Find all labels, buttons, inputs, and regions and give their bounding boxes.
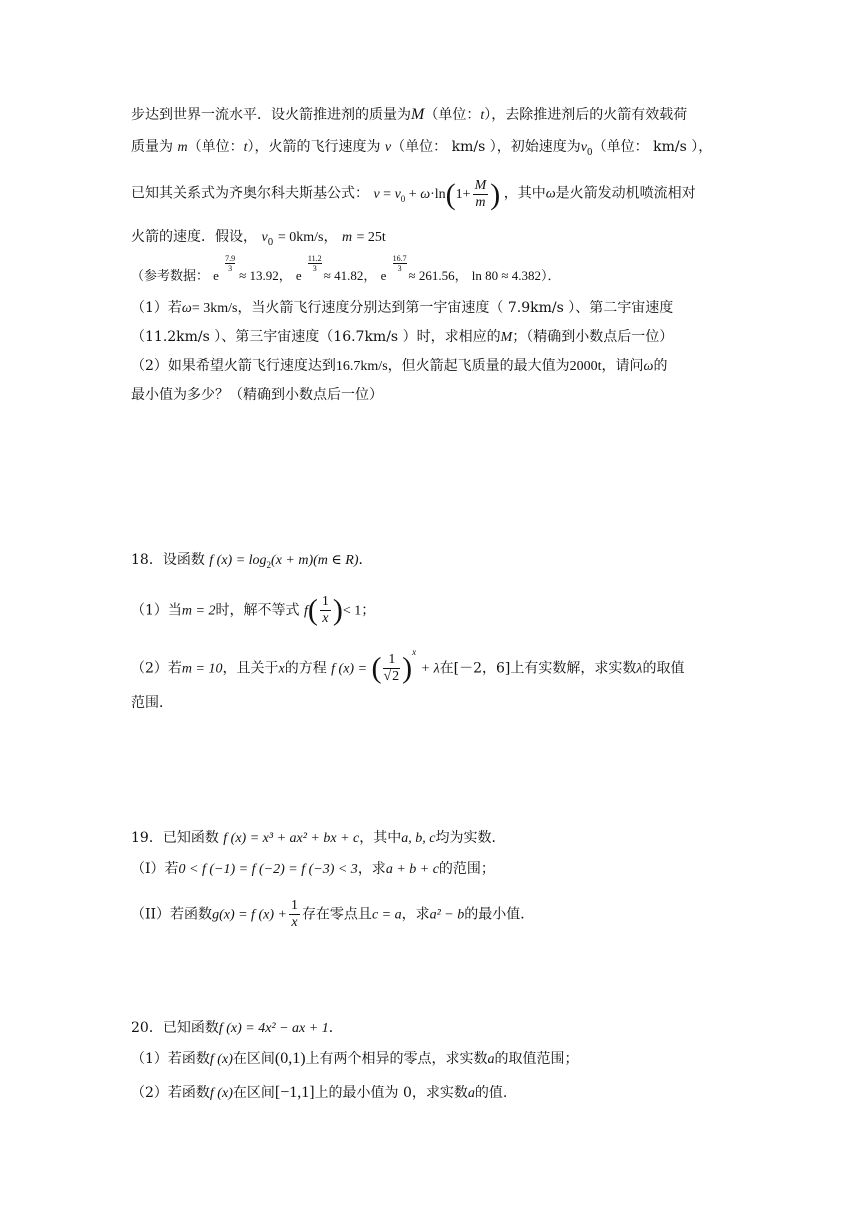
omega-value: = 3km/s — [191, 301, 238, 316]
p17-q1-line-1 — [131, 298, 673, 319]
interval: (0,1) — [274, 1050, 306, 1067]
var-v: v — [384, 140, 392, 155]
var-x: x — [278, 661, 285, 677]
text: 最小值为多少？（精确到小数点后一位） — [131, 387, 383, 403]
text: 上的最小值为 0，求实数 — [314, 1085, 468, 1101]
text: 在区间 — [232, 1051, 275, 1067]
inequality: < 1 — [342, 603, 362, 619]
ref-val-4: ln 80 ≈ 4.382 — [471, 268, 542, 283]
text: 的范围； — [438, 861, 495, 877]
text: 18．设函数 — [131, 552, 205, 568]
text: 已知其关系式为齐奥尔科夫斯基公式： — [131, 185, 369, 202]
text: （2）若 — [131, 660, 182, 677]
text: （11.2km/s ）、第三宇宙速度（16.7km/s ）时，求相应的 — [131, 329, 501, 345]
text: （单位： km/s ） — [592, 139, 699, 155]
text: 的最小值． — [464, 906, 535, 923]
omega: ω — [181, 301, 192, 316]
text: 在[－2，6]上有实数解，求实数 — [439, 660, 637, 677]
formula: f (x) = log — [209, 553, 267, 568]
condition: m = 2 — [181, 603, 216, 619]
text: 上有两个相异的零点，求实数 — [305, 1051, 488, 1067]
var-a: a — [487, 1052, 495, 1067]
ref-exp-1: e 7.9 3 — [213, 254, 236, 283]
unit-t: t — [480, 108, 485, 123]
text: 火箭的速度．假设， — [131, 229, 257, 245]
text: ，初始速度为 — [496, 139, 581, 155]
p17-q1-line-2 — [131, 327, 673, 348]
p19-heading — [131, 828, 505, 849]
text: 范围． — [131, 695, 173, 711]
formula: f (x) = 4x² − ax + 1 — [218, 1021, 329, 1036]
text: ，去除推进剂后的火箭有效载荷 — [491, 107, 688, 123]
text: ，火箭的飞行速度为 — [254, 139, 381, 155]
text: （2）若函数 — [131, 1085, 210, 1101]
text: ，当火箭飞行速度分别达到第一宇宙速度（ 7.9km/s ）、第二宇宙速度 — [237, 300, 674, 316]
p20-heading — [131, 1018, 343, 1039]
text: 时，解不等式 — [215, 602, 300, 619]
tsiolkovsky-formula: $v = v_0 + \omega\cdot\ln(1+$ $\frac{M}{m}$ ) — [373, 177, 501, 211]
text: 存在零点且 — [301, 906, 372, 923]
p17-q2-line-2 — [131, 385, 383, 405]
text: 20．已知函数 — [131, 1020, 219, 1036]
text: 的方程 — [284, 660, 327, 677]
var-v0: v — [580, 140, 587, 155]
text: （参考数据： — [131, 269, 210, 284]
p20-q1 — [131, 1049, 579, 1070]
text: （1）当 — [131, 602, 182, 619]
p18-q2-line-2 — [131, 693, 173, 713]
equation: f (x) = — [331, 661, 368, 677]
text: 19．已知函数 — [131, 830, 219, 846]
p17-line-1 — [131, 105, 687, 126]
ref-val-2: ≈ 41.82 — [323, 268, 364, 283]
p17-line-4: 火箭的速度．假设， $v_0 = 0km/s$， m = 25t — [131, 229, 386, 248]
velocity: 16.7km/s — [335, 359, 388, 374]
lambda: λ — [636, 661, 643, 677]
p18-q2: （2）若m = 10，且关于x的方程 f (x) = ( $\frac{1}{√2}$ )$^x$ + λ在[－2，6]上有实数解，求实数λ的取值 — [131, 646, 685, 685]
text: ，其中 — [503, 185, 546, 202]
unit-t: t — [243, 140, 248, 155]
sub: 0 — [586, 147, 593, 158]
g-function: g(x) = f (x) + — [212, 907, 287, 923]
ref-exp-3: e 16.7 3 — [380, 254, 407, 283]
p19-q2: （II）若函数g(x) = f (x) + $\frac{1}{x}$ 存在零点且c = a，求a² − b的最小值． — [131, 898, 535, 930]
text: （单位： km/s ） — [391, 139, 497, 155]
text: （II）若函数 — [131, 906, 213, 923]
expression: a + b + c — [385, 862, 439, 877]
f: f — [303, 603, 308, 619]
text: 的 — [653, 358, 668, 374]
p19-q1 — [131, 859, 495, 880]
ref-val-3: ≈ 261.56 — [408, 268, 455, 283]
text: ；（精确到小数点后一位） — [512, 329, 674, 345]
text: ，求 — [357, 861, 386, 877]
p20-q2 — [131, 1083, 507, 1104]
text: ） — [247, 139, 255, 155]
f: f (x) — [209, 1052, 233, 1067]
log-base: 2 — [266, 559, 272, 570]
text: （1）若函数 — [131, 1051, 210, 1067]
max-mass: 2000t — [569, 359, 602, 374]
text: 质量为 — [131, 139, 173, 155]
text: ； — [361, 602, 376, 619]
formula: (x + m)(m ∈ R) — [271, 553, 359, 568]
p17-q2-line-1 — [131, 356, 667, 377]
m-value: = 25t — [356, 230, 386, 245]
vars: a, b, c — [401, 831, 436, 846]
p18-heading — [131, 550, 373, 571]
text: ）． — [541, 269, 561, 284]
var-M: M — [411, 106, 425, 123]
condition: c = a — [371, 907, 402, 923]
ref-val-1: ≈ 13.92 — [239, 268, 279, 283]
expression: a² − b — [429, 907, 465, 923]
formula: f (x) = x³ + ax² + bx + c — [223, 831, 360, 846]
condition: 0 < f (−1) = f (−2) = f (−3) < 3 — [178, 862, 358, 877]
lambda-term: + λ — [420, 661, 440, 677]
text: （1）若 — [131, 300, 182, 316]
text: （单位： — [424, 107, 481, 123]
text: ． — [358, 552, 373, 568]
p17-line-3 — [131, 178, 696, 211]
text: ，其中 — [359, 830, 402, 846]
text: 均为实数． — [435, 830, 506, 846]
p17-reference: （参考数据： e 7.9 3 ≈ 13.92， e 11.2 3 ≈ 41.82， e 16.7 3 ≈ 261.56， ln 80 ≈ 4.382）． — [131, 254, 561, 284]
text: （I）若 — [131, 861, 179, 877]
text: 步达到世界一流水平．设火箭推进剂的质量为 — [131, 107, 411, 123]
text: （2）如果希望火箭飞行速度达到 — [131, 358, 336, 374]
text: ，请问 — [601, 358, 644, 374]
text: 在区间 — [232, 1085, 275, 1101]
interval: [−1,1] — [274, 1084, 315, 1101]
text: ） — [484, 107, 492, 123]
var-M: M — [500, 330, 513, 345]
text: 是火箭发动机喷流相对 — [555, 185, 696, 202]
f: f (x) — [209, 1086, 233, 1101]
text: 的值. — [474, 1085, 508, 1101]
var-m: m — [177, 140, 188, 155]
p17-line-2: 质量为 m（单位：t），火箭的飞行速度为 v（单位： km/s ），初始速度为$v_0$（单位： km/s ）， — [131, 139, 713, 158]
text: ，但火箭起飞质量的最大值为 — [387, 358, 570, 374]
var-a: a — [467, 1086, 475, 1101]
text: ． — [328, 1020, 343, 1036]
omega: ω — [643, 359, 654, 374]
condition: m = 10 — [181, 661, 223, 677]
text: 的取值 — [642, 660, 685, 677]
text: ，求 — [401, 906, 430, 923]
ref-exp-2: e 11.2 3 — [295, 254, 322, 283]
v0-value: = 0km/s — [277, 230, 324, 245]
omega: ω — [545, 186, 556, 202]
text: 的取值范围； — [494, 1051, 579, 1067]
p18-q1: （1）当m = 2时，解不等式 f( $\frac{1}{x}$ )< 1； — [131, 593, 376, 627]
text: ，且关于 — [222, 660, 279, 677]
text: （单位： — [187, 139, 244, 155]
